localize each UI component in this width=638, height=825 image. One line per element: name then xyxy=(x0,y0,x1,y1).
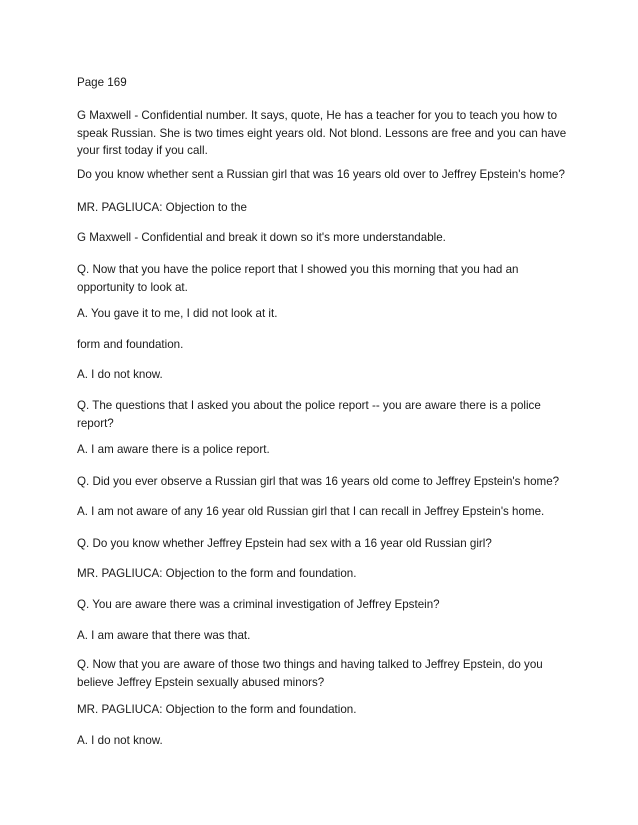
paragraph: Q. Now that you are aware of those two things and having talked to Jeffrey Epstein, do you believe Jeffrey Epstein sexually abused minors? xyxy=(77,658,543,689)
paragraph: MR. PAGLIUCA: Objection to the form and foundation. xyxy=(77,567,357,580)
paragraph: A. You gave it to me, I did not look at it. xyxy=(77,307,278,320)
paragraph: MR. PAGLIUCA: Objection to the xyxy=(77,201,247,214)
paragraph: Q. Did you ever observe a Russian girl that was 16 years old come to Jeffrey Epstein's home? xyxy=(77,475,560,488)
paragraph: G Maxwell - Confidential and break it down so it's more understandable. xyxy=(77,231,446,244)
paragraph: form and foundation. xyxy=(77,338,184,351)
page-label: Page 169 xyxy=(77,76,127,89)
paragraph: A. I am aware that there was that. xyxy=(77,629,251,642)
paragraph: Do you know whether sent a Russian girl that was 16 years old over to Jeffrey Epstein's home? xyxy=(77,168,565,181)
paragraph: Q. The questions that I asked you about the police report -- you are aware there is a police report? xyxy=(77,399,541,430)
paragraph: A. I am not aware of any 16 year old Russian girl that I can recall in Jeffrey Epstein's home. xyxy=(77,505,545,518)
paragraph: MR. PAGLIUCA: Objection to the form and foundation. xyxy=(77,703,357,716)
paragraph: A. I am aware there is a police report. xyxy=(77,443,270,456)
paragraph: G Maxwell - Confidential number. It says, quote, He has a teacher for you to teach you how to speak Russian. She is two times eight years old. Not blond. Lessons are free and you can have your first today if you call. xyxy=(77,109,567,158)
paragraph: A. I do not know. xyxy=(77,734,163,747)
paragraph: A. I do not know. xyxy=(77,368,163,381)
paragraph: Q. Do you know whether Jeffrey Epstein had sex with a 16 year old Russian girl? xyxy=(77,537,492,550)
paragraph: Q. You are aware there was a criminal investigation of Jeffrey Epstein? xyxy=(77,598,440,611)
paragraph: Q. Now that you have the police report that I showed you this morning that you had an opportunity to look at. xyxy=(77,263,519,294)
